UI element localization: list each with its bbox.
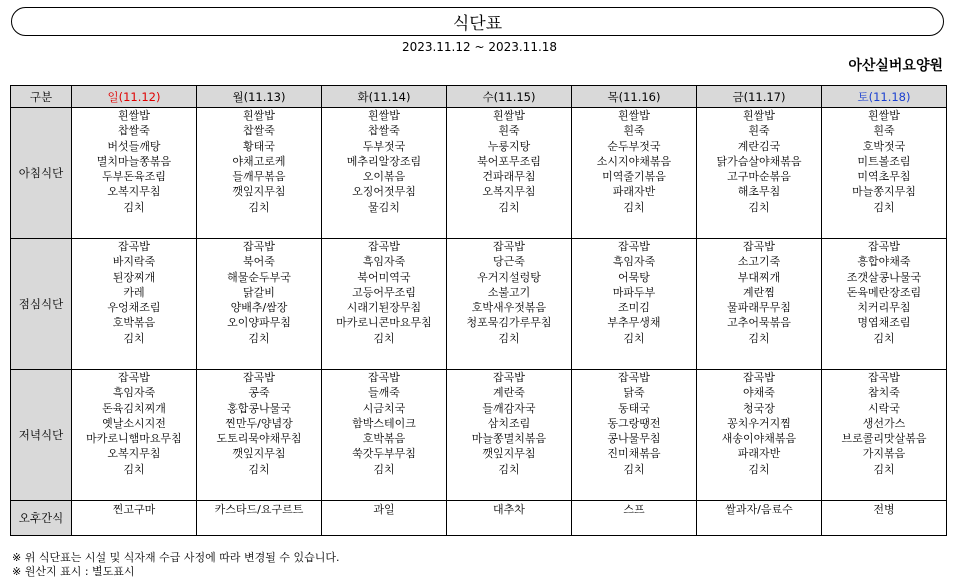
menu-item: 김치 bbox=[123, 200, 145, 214]
menu-item: 콩나물무침 bbox=[607, 432, 661, 446]
title-box bbox=[11, 7, 944, 36]
menu-item: 참치죽 bbox=[868, 386, 900, 400]
menu-item: 멸치마늘쫑볶음 bbox=[96, 154, 172, 168]
menu-item: 부추무생채 bbox=[607, 316, 661, 330]
menu-item: 깻잎지무침 bbox=[482, 447, 536, 461]
menu-item: 마카로니콘마요무침 bbox=[336, 316, 432, 330]
menu-item: 마늘쫑지무침 bbox=[852, 185, 916, 199]
menu-cell bbox=[322, 108, 447, 239]
menu-item: 김치 bbox=[873, 200, 895, 214]
menu-item: 황태국 bbox=[243, 139, 275, 153]
menu-item: 잡곡밥 bbox=[618, 240, 650, 253]
menu-item: 북어미역국 bbox=[357, 270, 411, 284]
menu-item: 마파두부 bbox=[612, 285, 656, 299]
menu-item: 메추리알장조림 bbox=[346, 154, 422, 168]
menu-item: 야채고로케 bbox=[232, 154, 286, 168]
menu-cell bbox=[822, 239, 947, 370]
menu-cell bbox=[572, 239, 697, 370]
menu-item: 가지볶음 bbox=[862, 447, 906, 461]
menu-item: 김치 bbox=[248, 462, 270, 476]
menu-item: 버섯들깨탕 bbox=[107, 139, 161, 153]
menu-item: 잡곡밥 bbox=[368, 371, 400, 384]
menu-item: 파래자반 bbox=[612, 185, 656, 199]
menu-item: 함박스테이크 bbox=[352, 416, 416, 430]
menu-item: 김치 bbox=[748, 200, 770, 214]
menu-cell bbox=[822, 370, 947, 501]
menu-item: 마늘쫑멸치볶음 bbox=[471, 432, 547, 446]
menu-item: 오복지무침 bbox=[107, 447, 161, 461]
menu-item: 호박젓국 bbox=[862, 139, 906, 153]
menu-item: 닭갈비 bbox=[243, 285, 275, 299]
menu-item: 오이양파무침 bbox=[227, 316, 291, 330]
menu-cell bbox=[72, 370, 197, 501]
menu-item: 해초무침 bbox=[737, 185, 781, 199]
menu-item: 카레 bbox=[123, 285, 145, 299]
menu-item: 계란찜 bbox=[743, 285, 775, 299]
menu-item: 잡곡밥 bbox=[743, 240, 775, 253]
menu-item: 잡곡밥 bbox=[243, 371, 275, 384]
menu-item: 흑임자죽 bbox=[362, 255, 406, 269]
menu-item: 흰쌀밥 bbox=[618, 109, 650, 122]
menu-item: 찹쌀죽 bbox=[118, 124, 150, 138]
menu-item: 건파래무침 bbox=[482, 170, 536, 184]
menu-item: 시래기된장무침 bbox=[346, 301, 422, 315]
menu-item: 도토리묵야채무침 bbox=[216, 432, 302, 446]
menu-cell bbox=[572, 108, 697, 239]
menu-item: 생선가스 bbox=[862, 416, 906, 430]
menu-item: 흰죽 bbox=[873, 124, 895, 138]
menu-item: 동그랑땡전 bbox=[607, 416, 661, 430]
snack-cell: 대추차 bbox=[447, 501, 572, 536]
menu-item: 꽁치우거지찜 bbox=[727, 416, 791, 430]
menu-item: 물파래무무침 bbox=[727, 301, 791, 315]
menu-item: 삼치조림 bbox=[487, 416, 531, 430]
menu-item: 깻잎지무침 bbox=[232, 447, 286, 461]
menu-item: 된장찌개 bbox=[112, 270, 156, 284]
menu-item: 미역초무침 bbox=[857, 170, 911, 184]
snack-cell: 전병 bbox=[822, 501, 947, 536]
menu-item: 흰쌀밥 bbox=[493, 109, 525, 122]
day-header: 토(11.18) bbox=[822, 86, 947, 108]
day-header: 목(11.16) bbox=[572, 86, 697, 108]
menu-cell bbox=[572, 370, 697, 501]
menu-item: 청포묵김가루무침 bbox=[466, 316, 552, 330]
menu-item: 해물순두부국 bbox=[227, 270, 291, 284]
menu-item: 북어죽 bbox=[243, 255, 275, 269]
menu-item: 계란김국 bbox=[737, 139, 781, 153]
menu-item: 오복지무침 bbox=[482, 185, 536, 199]
menu-item: 부대찌개 bbox=[737, 270, 781, 284]
menu-item: 흰죽 bbox=[498, 124, 520, 138]
note-line: ※ 원산지 표시 : 별도표시 bbox=[12, 565, 135, 578]
meal-label: 오후간식 bbox=[11, 501, 72, 536]
meal-row bbox=[11, 370, 947, 501]
menu-item: 김치 bbox=[873, 331, 895, 345]
note-line: ※ 위 식단표는 시설 및 식자재 수급 사정에 따라 변경될 수 있습니다. bbox=[12, 551, 340, 564]
meal-label: 저녁식단 bbox=[11, 370, 72, 501]
menu-item: 소불고기 bbox=[487, 285, 531, 299]
header-row bbox=[11, 86, 947, 108]
snack-cell: 과일 bbox=[322, 501, 447, 536]
menu-item: 흰죽 bbox=[748, 124, 770, 138]
menu-item: 소시지야채볶음 bbox=[596, 154, 672, 168]
menu-item: 잡곡밥 bbox=[493, 240, 525, 253]
menu-item: 호박볶음 bbox=[362, 432, 406, 446]
menu-item: 옛날소시지전 bbox=[102, 416, 166, 430]
menu-item: 흰쌀밥 bbox=[868, 109, 900, 122]
snack-row bbox=[11, 501, 947, 536]
menu-table bbox=[10, 85, 947, 536]
menu-item: 흰죽 bbox=[623, 124, 645, 138]
menu-item: 흰쌀밥 bbox=[243, 109, 275, 122]
menu-item: 명엽채조림 bbox=[857, 316, 911, 330]
menu-item: 우엉채조림 bbox=[107, 301, 161, 315]
menu-cell bbox=[197, 108, 322, 239]
menu-item: 조갯살콩나물국 bbox=[846, 270, 922, 284]
meal-row bbox=[11, 239, 947, 370]
menu-item: 김치 bbox=[498, 331, 520, 345]
menu-item: 동태국 bbox=[618, 401, 650, 415]
menu-item: 잡곡밥 bbox=[493, 371, 525, 384]
menu-item: 흥합야채죽 bbox=[857, 255, 911, 269]
menu-item: 김치 bbox=[373, 331, 395, 345]
menu-item: 흰쌀밥 bbox=[118, 109, 150, 122]
menu-cell bbox=[822, 108, 947, 239]
menu-item: 잡곡밥 bbox=[618, 371, 650, 384]
menu-item: 들깨죽 bbox=[368, 386, 400, 400]
menu-item: 쑥갓두부무침 bbox=[352, 447, 416, 461]
menu-item: 김치 bbox=[623, 200, 645, 214]
menu-cell bbox=[697, 108, 822, 239]
menu-item: 파래자반 bbox=[737, 447, 781, 461]
meal-label: 아침식단 bbox=[11, 108, 72, 239]
menu-item: 돈육메란장조림 bbox=[846, 285, 922, 299]
menu-item: 잡곡밥 bbox=[118, 240, 150, 253]
day-header: 월(11.13) bbox=[197, 86, 322, 108]
menu-item: 청국장 bbox=[743, 401, 775, 415]
menu-item: 브로콜리맛살볶음 bbox=[841, 432, 927, 446]
menu-item: 순두부젓국 bbox=[607, 139, 661, 153]
menu-item: 김치 bbox=[873, 462, 895, 476]
menu-cell bbox=[72, 239, 197, 370]
menu-item: 김치 bbox=[248, 200, 270, 214]
menu-item: 오징어젓무침 bbox=[352, 185, 416, 199]
menu-item: 누룽지탕 bbox=[487, 139, 531, 153]
menu-item: 조미김 bbox=[618, 301, 650, 315]
menu-cell bbox=[197, 239, 322, 370]
menu-item: 흑임자죽 bbox=[112, 386, 156, 400]
menu-item: 김치 bbox=[623, 331, 645, 345]
header-corner: 구분 bbox=[11, 86, 72, 108]
menu-cell bbox=[697, 370, 822, 501]
menu-item: 김치 bbox=[373, 462, 395, 476]
menu-item: 잡곡밥 bbox=[868, 371, 900, 384]
menu-item: 찹쌀죽 bbox=[243, 124, 275, 138]
menu-item: 치커리무침 bbox=[857, 301, 911, 315]
day-header: 금(11.17) bbox=[697, 86, 822, 108]
menu-item: 찐만두/양념장 bbox=[225, 416, 293, 430]
organization-name: 아산실버요양원 bbox=[848, 58, 943, 74]
menu-item: 김치 bbox=[623, 462, 645, 476]
menu-item: 들깨감자국 bbox=[482, 401, 536, 415]
menu-item: 오이볶음 bbox=[362, 170, 406, 184]
menu-item: 물김치 bbox=[368, 200, 400, 214]
menu-item: 흰쌀밥 bbox=[368, 109, 400, 122]
menu-cell bbox=[697, 239, 822, 370]
menu-item: 야채죽 bbox=[743, 386, 775, 400]
meal-row bbox=[11, 108, 947, 239]
menu-cell bbox=[447, 239, 572, 370]
menu-item: 양배추/쌈장 bbox=[230, 301, 288, 315]
menu-item: 새송이야채볶음 bbox=[721, 432, 797, 446]
day-header: 일(11.12) bbox=[72, 86, 197, 108]
menu-item: 홍합콩나물국 bbox=[227, 401, 291, 415]
menu-item: 김치 bbox=[123, 331, 145, 345]
menu-cell bbox=[197, 370, 322, 501]
menu-item: 고등어무조림 bbox=[352, 285, 416, 299]
menu-item: 잡곡밥 bbox=[868, 240, 900, 253]
menu-cell bbox=[322, 370, 447, 501]
menu-item: 고추어묵볶음 bbox=[727, 316, 791, 330]
menu-item: 닭죽 bbox=[623, 386, 645, 400]
snack-cell: 찐고구마 bbox=[72, 501, 197, 536]
menu-item: 시금치국 bbox=[362, 401, 406, 415]
menu-item: 들깨무볶음 bbox=[232, 170, 286, 184]
menu-cell bbox=[447, 370, 572, 501]
menu-item: 김치 bbox=[498, 200, 520, 214]
menu-item: 소고기죽 bbox=[737, 255, 781, 269]
menu-item: 콩죽 bbox=[248, 386, 270, 400]
meal-label: 점심식단 bbox=[11, 239, 72, 370]
menu-item: 당근죽 bbox=[493, 255, 525, 269]
menu-item: 잡곡밥 bbox=[118, 371, 150, 384]
menu-cell bbox=[72, 108, 197, 239]
date-range: 2023.11.12 ~ 2023.11.18 bbox=[401, 40, 558, 54]
menu-item: 두부돈육조림 bbox=[102, 170, 166, 184]
menu-item: 잡곡밥 bbox=[743, 371, 775, 384]
menu-item: 고구마순볶음 bbox=[727, 170, 791, 184]
menu-item: 진미채볶음 bbox=[607, 447, 661, 461]
menu-item: 김치 bbox=[748, 331, 770, 345]
menu-item: 계란죽 bbox=[493, 386, 525, 400]
menu-item: 돈육김치찌개 bbox=[102, 401, 166, 415]
snack-cell: 카스타드/요구르트 bbox=[197, 501, 322, 536]
menu-item: 김치 bbox=[248, 331, 270, 345]
menu-item: 흰쌀밥 bbox=[743, 109, 775, 122]
menu-item: 깻잎지무침 bbox=[232, 185, 286, 199]
snack-cell: 스프 bbox=[572, 501, 697, 536]
menu-item: 흑임자죽 bbox=[612, 255, 656, 269]
menu-item: 미역줄기볶음 bbox=[602, 170, 666, 184]
menu-item: 잡곡밥 bbox=[243, 240, 275, 253]
menu-item: 미트볼조림 bbox=[857, 154, 911, 168]
menu-item: 시락국 bbox=[868, 401, 900, 415]
menu-item: 오복지무침 bbox=[107, 185, 161, 199]
menu-item: 김치 bbox=[123, 462, 145, 476]
menu-cell bbox=[322, 239, 447, 370]
menu-item: 잡곡밥 bbox=[368, 240, 400, 253]
menu-item: 두부젓국 bbox=[362, 139, 406, 153]
menu-item: 마카로니햄마요무침 bbox=[86, 432, 182, 446]
menu-item: 어묵탕 bbox=[618, 270, 650, 284]
page-title: 식단표 bbox=[452, 14, 503, 34]
menu-item: 찹쌀죽 bbox=[368, 124, 400, 138]
menu-item: 호박볶음 bbox=[112, 316, 156, 330]
menu-cell bbox=[447, 108, 572, 239]
day-header: 화(11.14) bbox=[322, 86, 447, 108]
notes bbox=[12, 551, 339, 579]
menu-item: 김치 bbox=[498, 462, 520, 476]
menu-item: 북어포무조림 bbox=[477, 154, 541, 168]
day-header: 수(11.15) bbox=[447, 86, 572, 108]
menu-item: 우거지설렁탕 bbox=[477, 270, 541, 284]
menu-item: 호박새우젓볶음 bbox=[471, 301, 547, 315]
menu-item: 김치 bbox=[748, 462, 770, 476]
menu-item: 닭가슴살야채볶음 bbox=[716, 154, 802, 168]
menu-item: 바지락죽 bbox=[112, 255, 156, 269]
snack-cell: 쌀과자/음료수 bbox=[697, 501, 822, 536]
